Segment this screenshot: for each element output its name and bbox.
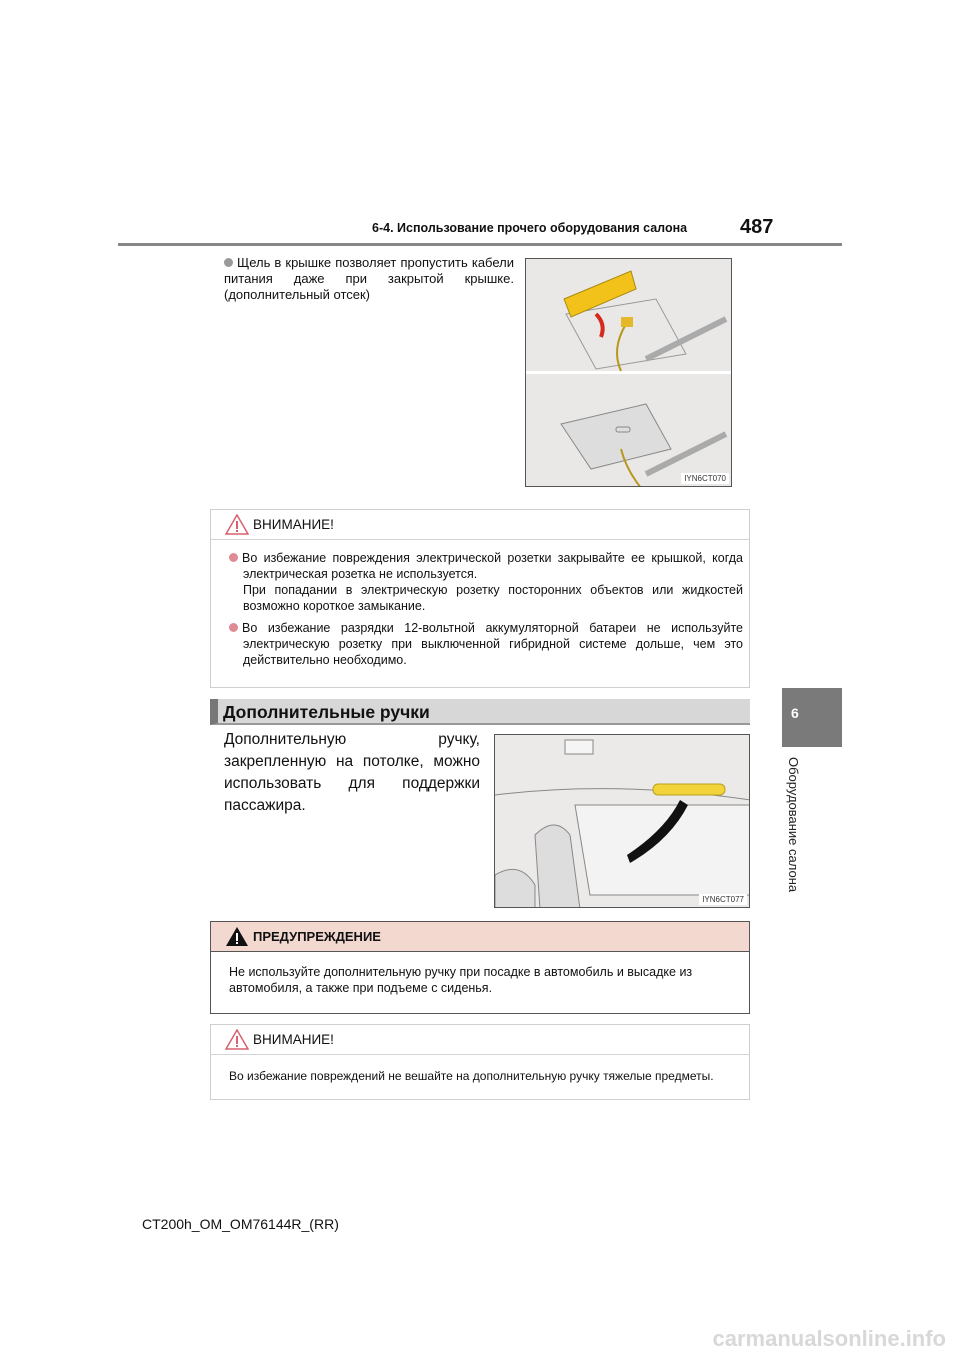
warning-header — [211, 922, 749, 952]
warning-triangle-icon — [225, 1029, 249, 1050]
footer-code: CT200h_OM_OM76144R_(RR) — [142, 1216, 339, 1232]
intro-text: Щель в крышке позволяет пропустить кабели питания даже при закрытой крышке. (дополнительный отсек) — [224, 255, 514, 302]
section-text: Дополнительную ручку, закрепленную на потолке, можно использовать для поддержки пассажира. — [224, 731, 480, 814]
assist-grip-illustration — [494, 734, 750, 908]
page-number: 487 — [740, 216, 774, 238]
caution-box — [210, 509, 750, 688]
caution-title: ВНИМАНИЕ! — [253, 517, 334, 532]
caution-header — [211, 510, 749, 540]
caution-title: ВНИМАНИЕ! — [253, 1032, 334, 1047]
header-divider — [118, 243, 842, 246]
caution-box — [210, 1024, 750, 1100]
chapter-tab: 6 — [782, 688, 842, 747]
warning-title: ПРЕДУПРЕЖДЕНИЕ — [253, 929, 381, 944]
caution-header — [211, 1025, 749, 1055]
caution-item: Во избежание разрядки 12-вольтной аккумуляторной батареи не используйте электрическую розетку при выключенной гибридной системе дольше, чем это действительно необходимо. — [229, 620, 743, 668]
chapter-label: Оборудование салона — [786, 757, 801, 893]
bullet-icon — [224, 258, 233, 267]
watermark: carmanualsonline.info — [712, 1326, 946, 1351]
intro-bullet — [224, 255, 514, 303]
image-code: IYN6CT070 — [681, 473, 729, 484]
section-heading: Дополнительные ручки — [210, 699, 750, 725]
warning-triangle-icon — [225, 514, 249, 535]
console-compartment-illustration — [525, 258, 732, 487]
warning-triangle-icon — [225, 926, 249, 947]
caution-item: Во избежание повреждения электрической розетки закрывайте ее крышкой, когда электрическая розетка не используется. При попадании в электрическую розетку посторонних объектов или жидкостей возможно короткое замыкание. — [229, 550, 743, 614]
warning-text: Не используйте дополнительную ручку при посадке в автомобиль и высадке из автомобиля, а также при подъеме с сиденья. — [229, 965, 693, 995]
section-header: 6-4. Использование прочего оборудования салона — [372, 221, 688, 235]
image-code: IYN6CT077 — [699, 894, 747, 905]
warning-box — [210, 921, 750, 1014]
caution-text: Во избежание повреждений не вешайте на дополнительную ручку тяжелые предметы. — [229, 1069, 714, 1083]
